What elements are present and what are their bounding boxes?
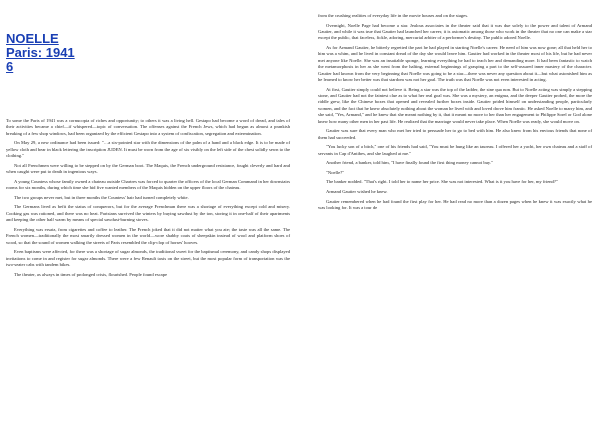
paragraph: Everything was ersatz, from cigarettes and coffee to leather. The French joked that it did not matter what you ate; the taste was all the same. The French women—traditionally the most smartly dressed women in the world—wore shabby coats of sheepskin instead of wool and platform shoes of wood, so that the sound of women walking the streets of Paris resembled the clip-clop of horses' hooves. [6,226,290,245]
title-line-1[interactable]: NOELLE [6,31,59,46]
paragraph: As for Armand Gautier, he bitterly regretted the part he had played in starting Noelle's career. He need of him was now gone; all that held her to him was a whim, and he lived in constant dread of the day she would leave him. Gautier had worked in the theater most of his life, but he had never met anyone like Noelle. She was an insatiable sponge, learning everything he had to teach her and demanding more. It had been fantastic to watch the metamorphosis in her as she went from the halting, external beginnings of grasping a part to the self-assured inner mastery of the character. Gautier had known from the very beginning that Noelle was going to be a star—there was never any question about it—but what astonished him as he learned to know her better was that stardom was not her goal. The truth was that Noelle was not even interested in acting. [318,45,592,83]
paragraph: Overnight, Noelle Page had become a star. Jealous associates in the theater said that it was due solely to the power and talent of Armand Gautier, and while it was true that Gautier had launched her career, it is axiomatic among those who work in the theater that no one can make a star except the public, that faceless, fickle, adoring, mercurial arbiter of a performer's destiny. The public adored Noelle. [318,22,592,41]
paragraph: The two groups never met, but in three months the Countess' hair had turned completely white. [14,194,189,200]
paragraph: To some the Paris of 1941 was a cornucopia of riches and opportunity; to others it was a living hell. Gestapo had become a word of dread, and tales of their activities became a chief—if whispered—topic of conversation. The offenses against the French Jews, which had begun as almost a prankish breaking of a few shop windows, had been organized by the efficient Gestapo into a system of confiscation, segregation and extermination. [6,118,290,136]
paragraph: A young Countess whose family owned a chateau outside Chartres was forced to quarter the officers of the local German Command in her downstairs rooms for six months, during which time she hid five wanted members of the Maquis hidden on the upper floors of the chateau. [6,178,290,191]
paragraph: Another friend, a banker, told him, "I have finally found the first thing money cannot buy." [326,160,493,166]
chapter-title[interactable] [6,32,290,74]
paragraph: At first, Gautier simply could not believe it. Being a star was the top of the ladder, the sine qua non. But to Noelle acting was simply a stepping stone, and Gautier had not the faintest clue as to what her real goal was. She was a mystery, an enigma, and the deeper Gautier probed, the more the riddle grew, like the Chinese boxes that opened and revealed further boxes inside. Gautier prided himself on understanding people, particularly women, and the fact that he knew absolutely nothing about the woman he lived with and loved drove him frantic. He asked Noelle to marry him, and she said, "Yes, Armand," and he knew that she meant nothing by it, that it meant no more to her than her engagement to Philippe Sorel or God alone knew how many other men in her past life. He realized that the marriage would never take place. When Noelle was ready, she would move on. [318,86,592,124]
paragraph: Even baptisms were affected, for there was a shortage of sugar almonds, the traditional sweet for the baptismal ceremony, and candy shops displayed invitations to come in and register for sugar almonds. There were a few Renault taxis on the street, but the most popular form of transportation was the two-seater cabs with tandem bikes. [6,249,290,268]
paragraph: Gautier remembered when he had found the first play for her. He had read no more than a dozen pages when he knew it was exactly what he was looking for. It was a tour de [318,198,592,211]
paragraph: "You lucky son of a bitch," one of his friends had said, "You must be hung like an taureau. I offered her a yacht, her own chateau and a staff of servants in Cap d'Antibes, and she laughed at me." [318,144,592,156]
paragraph: The theater, as always in times of prolonged crisis, flourished. People found escape [14,271,168,277]
paragraph: "Noelle?" [326,169,345,175]
title-line-3[interactable]: 6 [6,59,14,74]
paragraph: from the crushing realities of everyday life in the movie houses and on the stages. [318,13,469,18]
right-column [318,13,592,215]
paragraph: The banker nodded. "That's right. I told her to name her price. She was not interested. What is it you have for her, my friend?" [326,179,558,185]
paragraph: Gautier was sure that every man who met her tried to persuade her to go to bed with him. He also knew from his envious friends that none of them had succeeded. [318,128,592,140]
paragraph: The Germans lived as befit the status of conquerors, but for the average Frenchman there was a shortage of everything except cold and misery. Cooking gas was rationed, and there was no heat. Parisians survived the winters by buying sawdust by the ton, storing it in one-half of their apartments and keeping the other half warm by means of special sawdust-burning stoves. [6,204,290,223]
left-column [6,8,290,281]
paragraph: Not all Frenchmen were willing to be stepped on by the German boot. The Maquis, the French underground resistance, fought cleverly and hard and when caught were put to death in ingenious ways. [6,162,290,175]
title-line-2[interactable]: Paris: 1941 [6,45,75,60]
paragraph: On May 29, a new ordinance had been issued: "…a six-pointed star with the dimensions of the palm of a hand and a black edge. It is to be made of yellow cloth and bear in black lettering the inscription JUDEN. It must be worn from the age of six visibly on the left side of the chest solidly sewn to the clothing." [6,140,290,159]
paragraph: Armand Gautier wished he knew. [326,189,388,195]
